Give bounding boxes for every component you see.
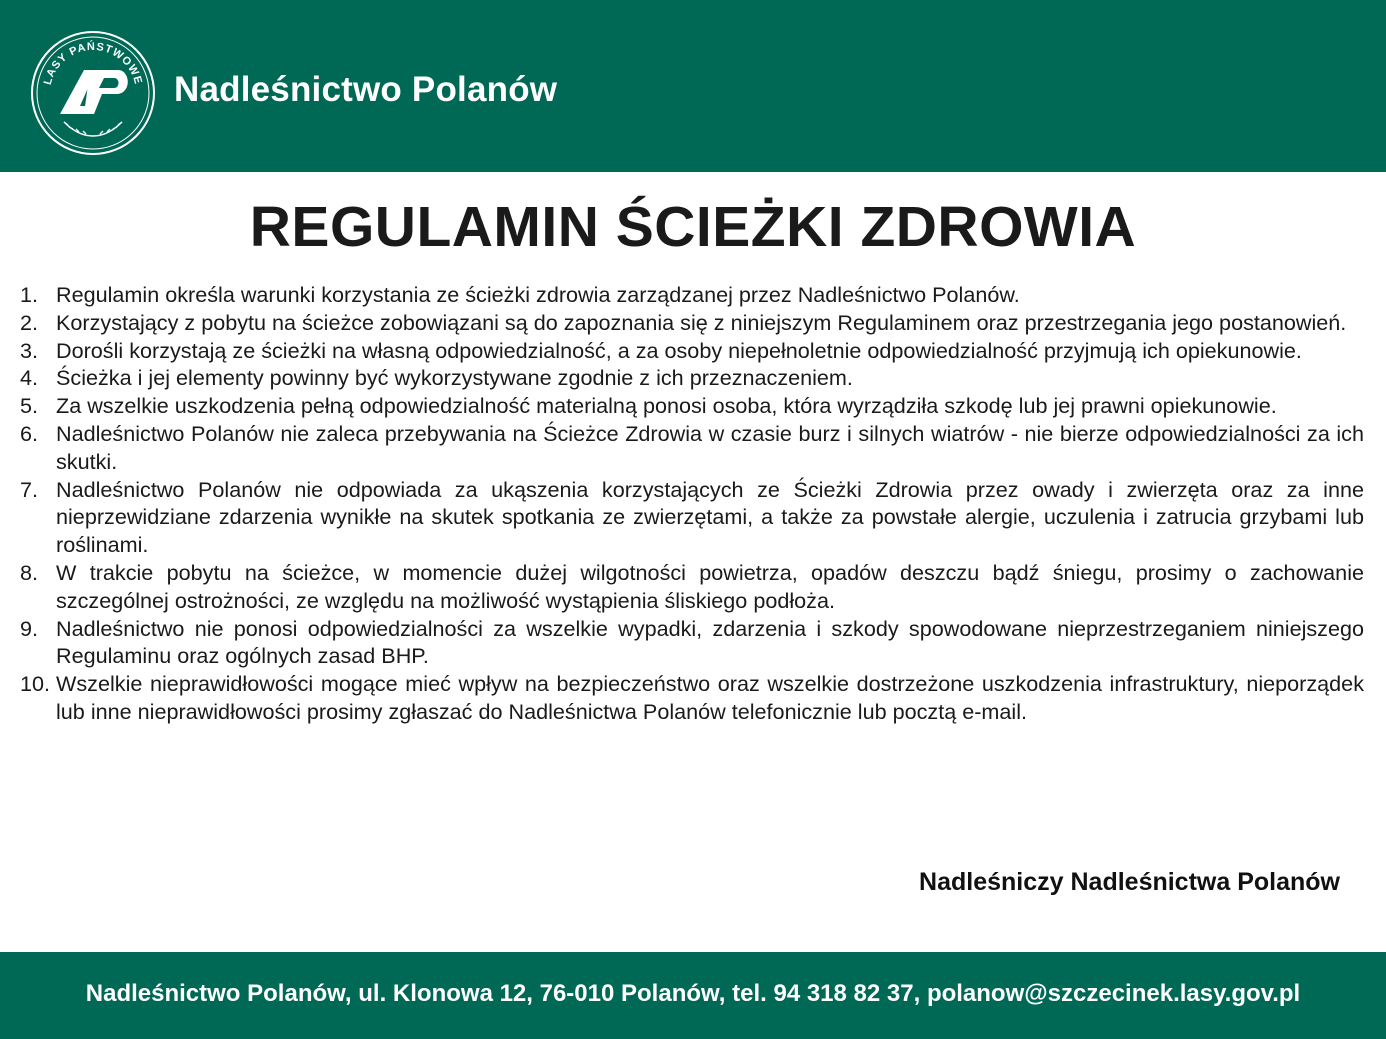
rule-text: Nadleśnictwo nie ponosi odpowiedzialności za wszelkie wypadki, zdarzenia i szkody spowodowane nieprzestrzeganiem niniejszego Regulaminu oraz ogólnych zasad BHP. [56,615,1364,669]
rule-item [20,670,1364,726]
rule-item [20,420,1364,476]
footer-contact: Nadleśnictwo Polanów, ul. Klonowa 12, 76-010 Polanów, tel. 94 318 82 37, polanow@szczecinek.lasy.gov.pl [85,980,1301,1007]
rule-item [20,476,1364,559]
rule-text: Ścieżka i jej elementy powinny być wykorzystywane zgodnie z ich przeznaczeniem. [56,365,853,391]
rule-text: Wszelkie nieprawidłowości mogące mieć wpływ na bezpieczeństwo oraz wszelkie dostrzeżone uszkodzenia infrastruktury, nieporządek lub inne nieprawidłowości prosimy zgłaszać do Nadleśnictwa Polanów telefonicznie lub pocztą e-mail. [56,671,1364,724]
rule-item [20,392,1364,420]
rule-item [20,364,1364,392]
rule-number: 7. [20,476,39,502]
signature: Nadleśniczy Nadleśnictwa Polanów [919,868,1340,896]
rule-text: Nadleśnictwo Polanów nie odpowiada za ukąszenia korzystających ze Ścieżki Zdrowia przez owady i zwierzęta oraz za inne nieprzewidziane zdarzenia wynikłe na skutek spotkania ze zwierzętami, a także za powstałe alergie, uczulenia i zatrucia grzybami lub roślinami. [56,476,1364,558]
rule-number: 6. [20,420,39,446]
footer-banner [0,952,1386,1039]
rule-text: Dorośli korzystają ze ścieżki na własną odpowiedzialność, a za osoby niepełnoletnie odpowiedzialność przyjmują ich opiekunowie. [56,337,1302,363]
rules-list [20,281,1364,726]
rule-text: Za wszelkie uszkodzenia pełną odpowiedzialność materialną ponosi osoba, która wyrządziła szkodę lub jej prawni opiekunowie. [56,393,1277,419]
lasy-panstwowe-logo [30,30,156,156]
rule-number: 2. [20,309,39,335]
rule-number: 3. [20,337,39,363]
rule-text: W trakcie pobytu na ścieżce, w momencie dużej wilgotności powietrza, opadów deszczu bądź śniegu, prosimy o zachowanie szczególnej ostrożności, ze względu na możliwość wystąpienia śliskiego podłoża. [56,559,1364,613]
rule-item [20,281,1364,309]
rule-text: Korzystający z pobytu na ścieżce zobowiązani są do zapoznania się z niniejszym Regulaminem oraz przestrzegania jego postanowień. [56,309,1347,335]
rule-number: 1. [20,282,39,307]
rule-number: 8. [20,559,39,585]
rule-text: Nadleśnictwo Polanów nie zaleca przebywania na Ścieżce Zdrowia w czasie burz i silnych wiatrów - nie bierze odpowiedzialności za ich skutki. [56,420,1364,474]
rule-number: 10. [20,671,51,697]
org-name: Nadleśnictwo Polanów [174,70,558,109]
page-title: REGULAMIN ŚCIEŻKI ZDROWIA [249,195,1137,259]
header-banner [0,0,1386,172]
rule-item [20,309,1364,337]
rule-number: 4. [20,365,39,391]
rule-number: 9. [20,615,39,641]
rule-item [20,337,1364,365]
svg-text:LASY PAŃSTWOWE: LASY PAŃSTWOWE [41,40,145,87]
rule-number: 5. [20,393,39,419]
rule-item [20,559,1364,615]
rule-text: Regulamin określa warunki korzystania ze ścieżki zdrowia zarządzanej przez Nadleśnictwo Polanów. [56,282,1020,307]
rule-item [20,615,1364,671]
